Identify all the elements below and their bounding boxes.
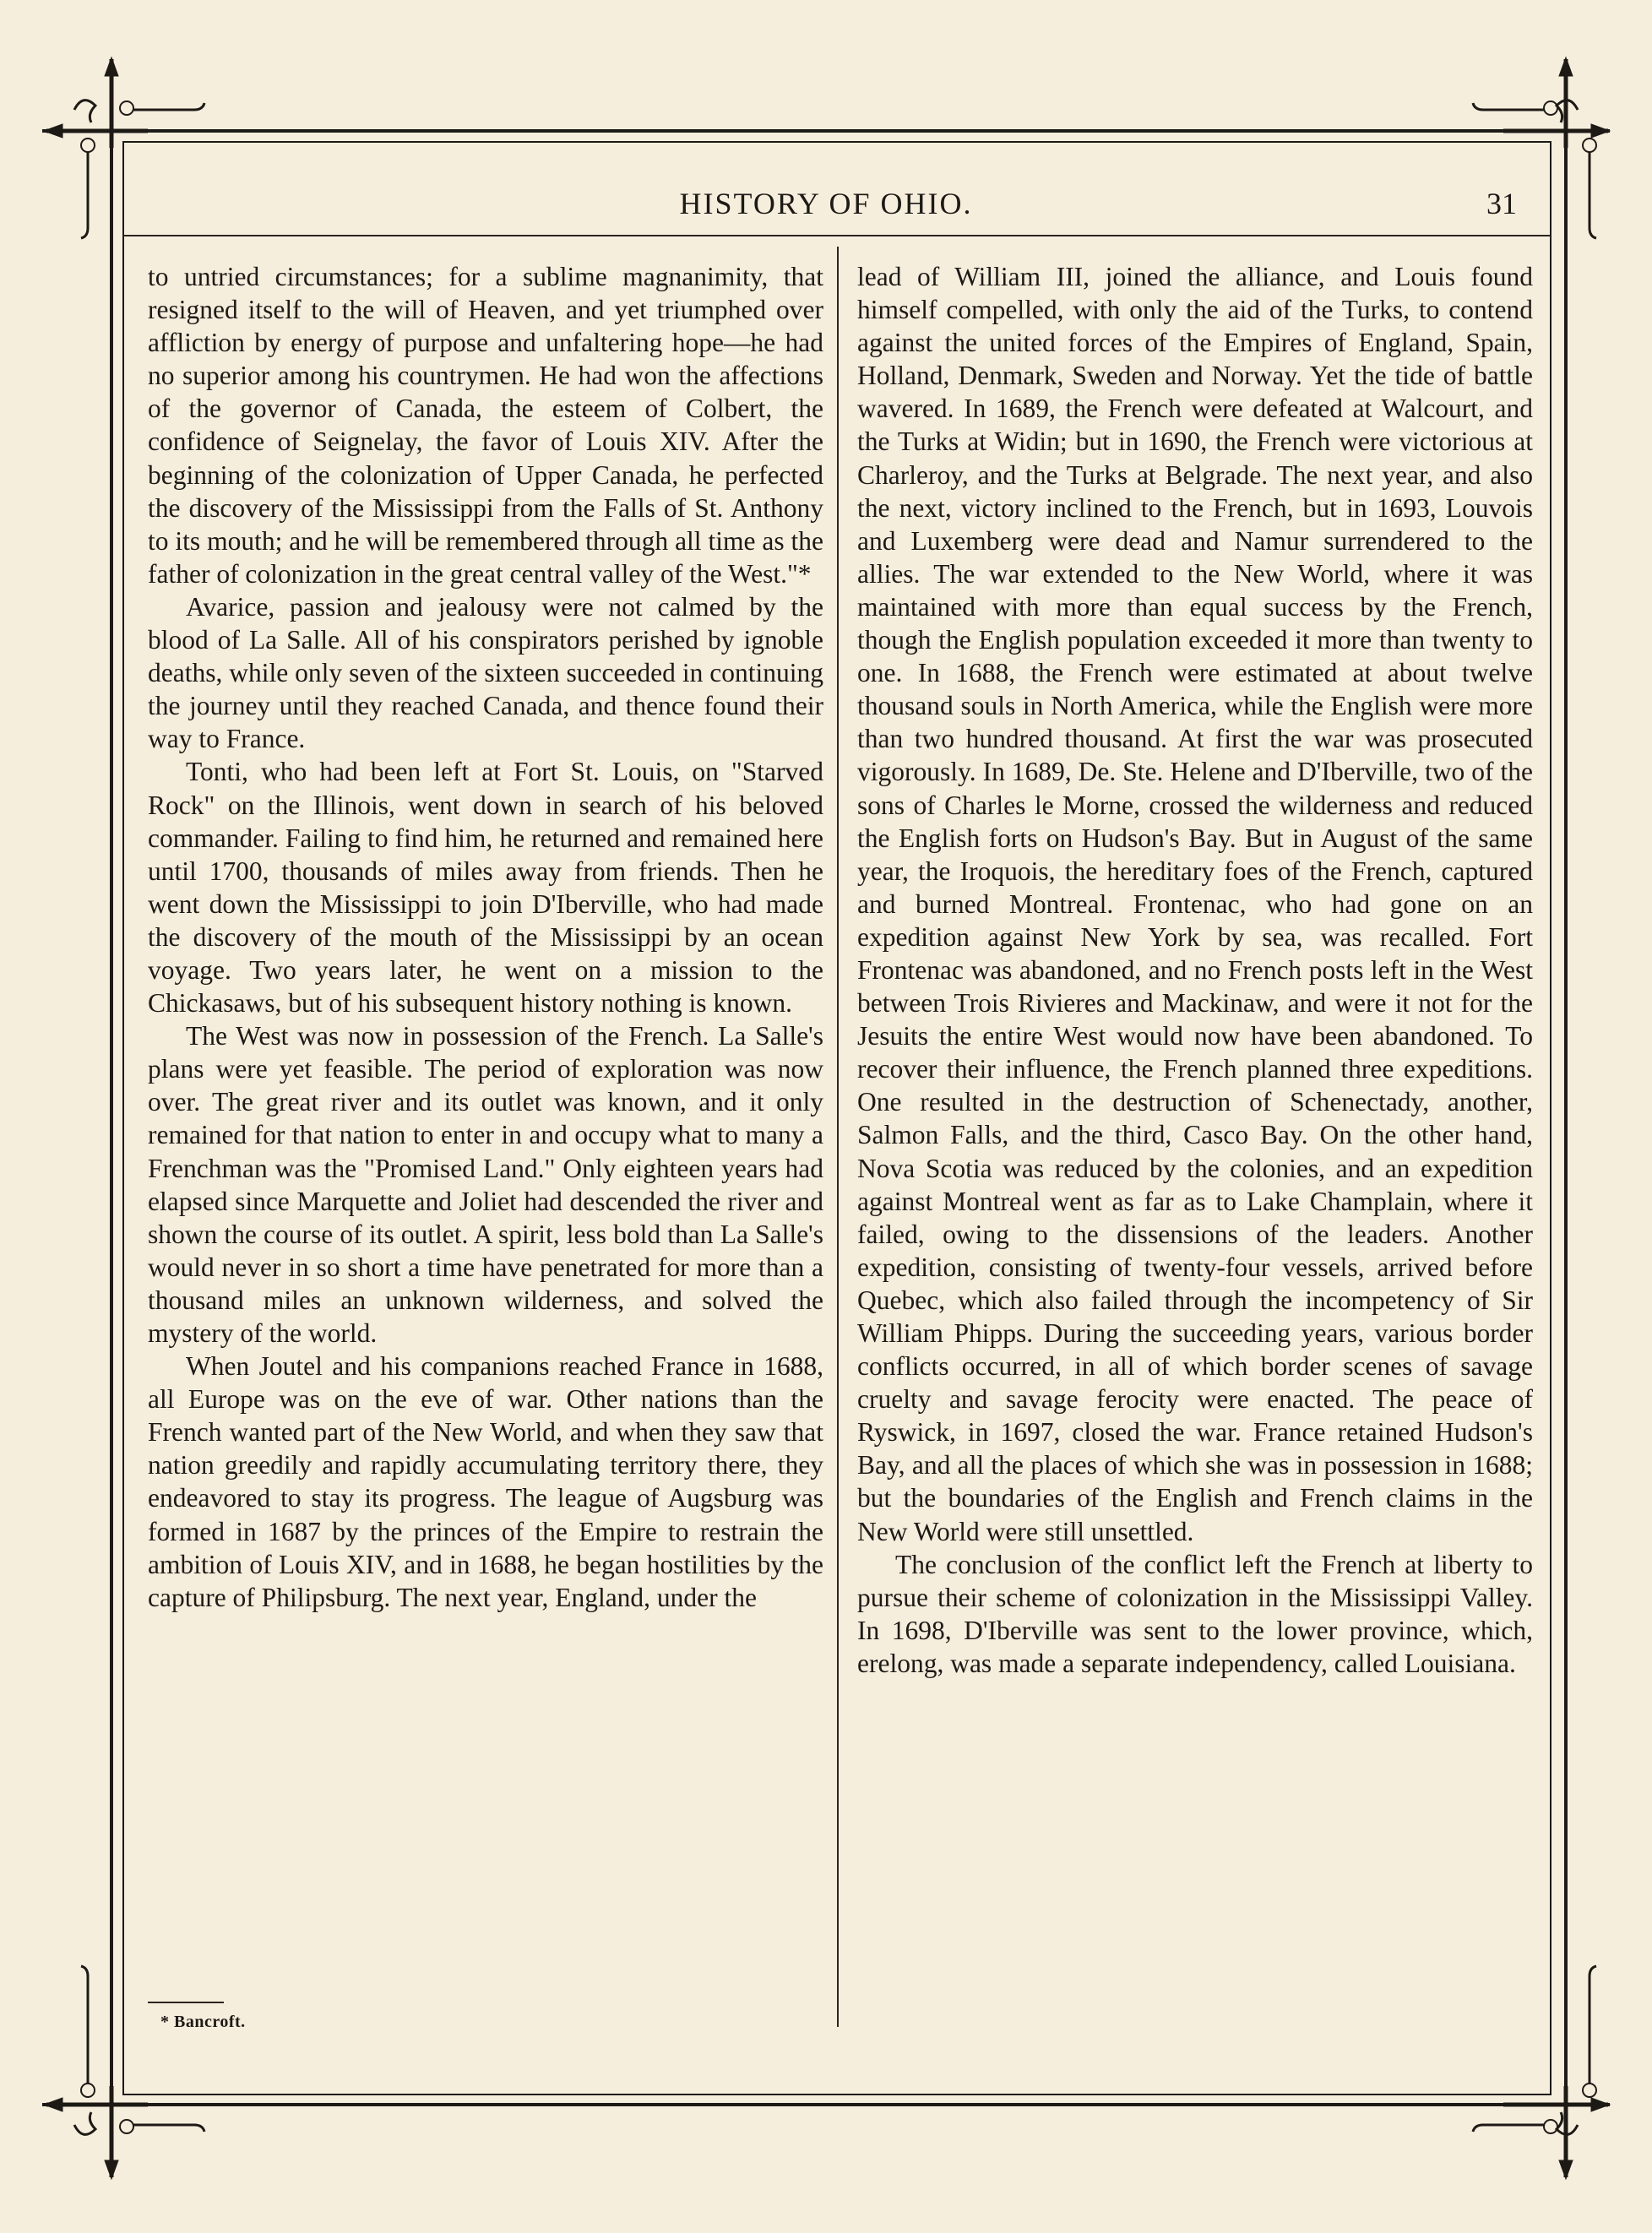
paragraph: lead of William III, joined the alliance, and Louis found himself compelled, with only the aid of the Turks, to contend against the united forces of the Empires of England, Spain, Holland, Denmark, Sweden and Norway. Yet the tide of battle wavered. In 1689, the French were defeated at Walcourt, and the Turks at Widin; but in 1690, the French were victorious at Charleroy, and the Turks at Belgrade. The next year, and also the next, victory inclined to the French, but in 1693, Louvois and Luxemberg were dead and Namur surrendered to the allies. The war extended to the New World, where it was maintained with more than equal success by the French, though the English population exceeded it more than twenty to one. In 1688, the French were estimated at about twelve thousand souls in North America, while the English were more than two hundred thousand. At first the war was prosecuted vigorously. In 1689, De. Ste. Helene and D'Iberville, two of the sons of Charles le Morne, crossed the wilderness and reduced the English forts on Hudson's Bay. But in August of the same year, the Iroquois, the hereditary foes of the French, captured and burned Montreal. Frontenac, who had gone on an expedition against New York by sea, was recalled. Fort Frontenac was abandoned, and no French posts left in the West between Trois Rivieres and Mackinaw, and were it not for the Jesuits the entire West would now have been abandoned. To recover their influence, the French planned three expeditions. One resulted in the destruction of Schenectady, another, Salmon Falls, and the third, Casco Bay. On the other hand, Nova Scotia was reduced by the colonies, and an expedition against Montreal went as far as to Lake Champlain, where it failed, owing to the dissensions of the leaders. Another expedition, consisting of twenty-four vessels, arrived before Quebec, which also failed through the incompetency of Sir William Phipps. During the succeeding years, various border conflicts occurred, in all of which border scenes of savage cruelty and savage ferocity were enacted. The peace of Ryswick, in 1697, closed the war. France retained Hudson's Bay, and all the places of which she was in possession in 1688; but the boundaries of the English and French claims in the New World were still unsettled. (857, 262, 1533, 1546)
right-column (857, 260, 1533, 1680)
paragraph: Tonti, who had been left at Fort St. Louis, on "Starved Rock" on the Illinois, went down in search of his beloved commander. Failing to find him, he returned and remained here until 1700, thousands of miles away from friends. Then he went down the Mississippi to join D'Iberville, who had made the discovery of the mouth of the Mississippi by an ocean voyage. Two years later, he went on a mission to the Chickasaws, but of his subsequent history nothing is known. (148, 757, 823, 1019)
header-rule (123, 235, 1551, 236)
footnote: * Bancroft. (160, 2013, 246, 2031)
footnote-rule (148, 2002, 224, 2003)
column-divider (837, 247, 839, 2027)
paragraph: to untried circumstances; for a sublime magnanimity, that resigned itself to the will of Heaven, and yet triumphed over affliction by energy of purpose and unfaltering hope—he had no superior among his countrymen. He had won the affections of the governor of Canada, the esteem of Colbert, the confidence of Seignelay, the favor of Louis XIV. After the beginning of the colonization of Upper Canada, he perfected the discovery of the Mississippi from the Falls of St. Anthony to its mouth; and he will be remembered through all time as the father of colonization in the great central valley of the West."* (148, 262, 823, 589)
paragraph: The conclusion of the conflict left the French at liberty to pursue their scheme of colonization in the Mississippi Valley. In 1698, D'Iberville was sent to the lower province, which, erelong, was made a separate independency, called Louisiana. (857, 1549, 1533, 1678)
paragraph: The West was now in possession of the French. La Salle's plans were yet feasible. The period of exploration was now over. The great river and its outlet was known, and it only remained for that nation to enter in and occupy what to many a Frenchman was the "Promised Land." Only eighteen years had elapsed since Marquette and Joliet had descended the river and shown the course of its outlet. A spirit, less bold than La Salle's would never in so short a time have penetrated for more than a thousand miles an unknown wilderness, and solved the mystery of the world. (148, 1021, 823, 1348)
page-number: 31 (1486, 187, 1517, 220)
paragraph: Avarice, passion and jealousy were not calmed by the blood of La Salle. All of his conspirators perished by ignoble deaths, while only seven of the sixteen succeeded in continuing the journey until they reached Canada, and thence found their way to France. (148, 591, 823, 754)
paragraph: When Joutel and his companions reached France in 1688, all Europe was on the eve of war. Other nations than the French wanted part of the New World, and when they saw that nation greedily and rapidly accumulating territory there, they endeavored to stay its progress. The league of Augsburg was formed in 1687 by the princes of the Empire to restrain the ambition of Louis XIV, and in 1688, he began hostilities by the capture of Philipsburg. The next year, England, under the (148, 1351, 823, 1612)
left-column (148, 260, 823, 1614)
running-header-title: HISTORY OF OHIO. (679, 187, 973, 220)
